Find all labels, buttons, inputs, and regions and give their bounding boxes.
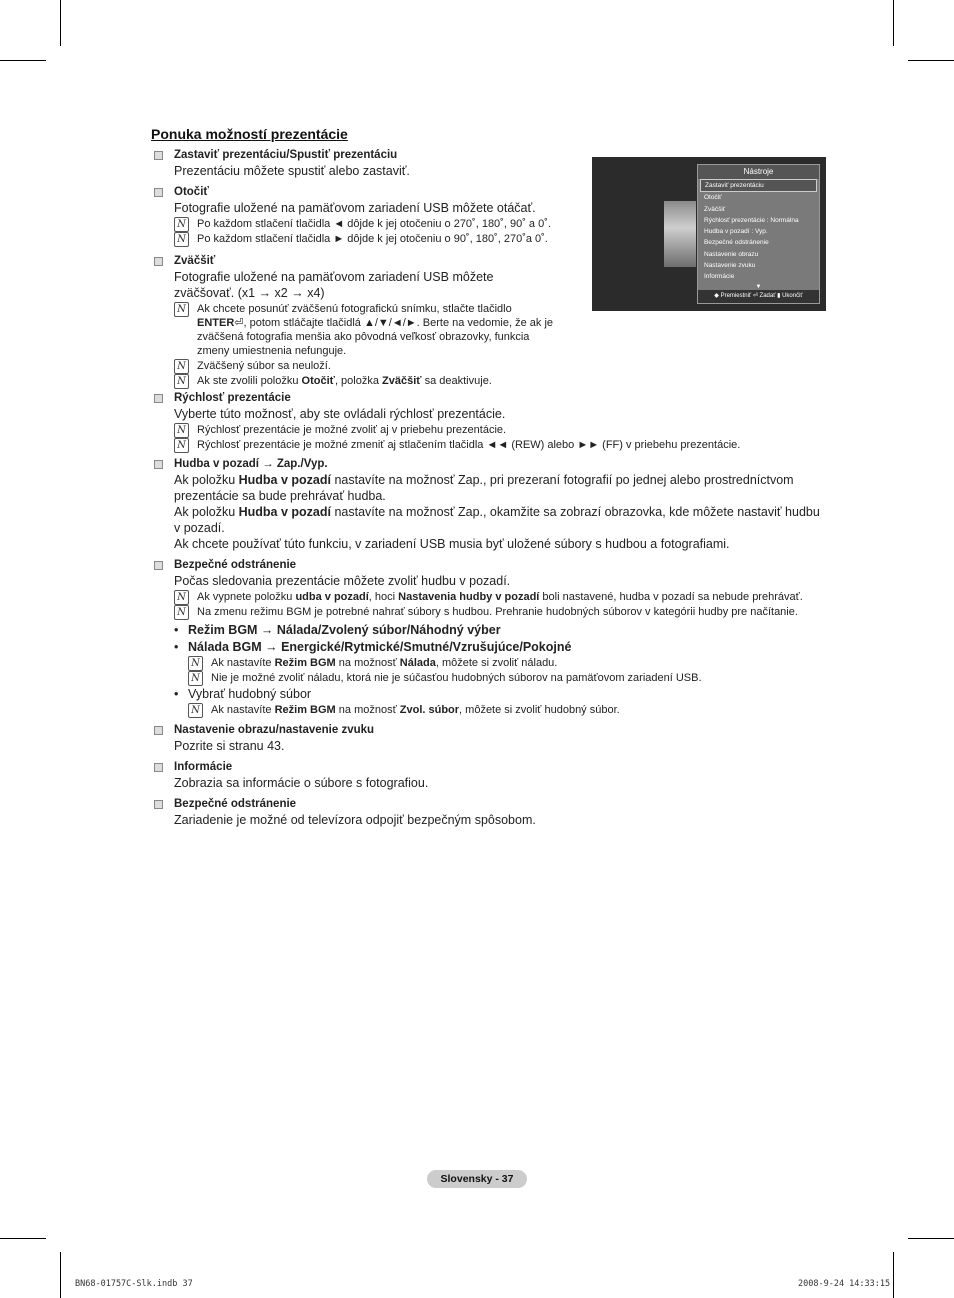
crop-mark bbox=[908, 1238, 954, 1239]
enter-icon: ⏎ bbox=[234, 317, 244, 329]
crop-mark bbox=[0, 60, 46, 61]
tools-menu-footer: ◆ Premiestniť ⏎ Zadať ▮ Ukončiť bbox=[698, 290, 819, 303]
crop-mark bbox=[0, 1238, 46, 1239]
note-icon: N bbox=[174, 359, 189, 374]
section-heading: Bezpečné odstránenie bbox=[174, 797, 821, 812]
note-icon: N bbox=[174, 302, 189, 317]
section-heading: Zväčšiť bbox=[174, 254, 821, 269]
section-body: Zariadenie je možné od televízora odpojiť bezpečným spôsobom. bbox=[174, 813, 536, 827]
note-icon: N bbox=[174, 590, 189, 605]
section-heading: Otočiť bbox=[174, 185, 821, 200]
note: N Po každom stlačení tlačidla ► dôjde k jej otočeniu o 90˚, 180˚, 270˚a 0˚. bbox=[174, 232, 821, 246]
crop-mark bbox=[60, 0, 61, 46]
note-icon: N bbox=[174, 438, 189, 453]
note: N Ak vypnete položku udba v pozadí, hoci Nastavenia hudby v pozadí boli nastavené, hudba v pozadí sa nebude prehrávať. bbox=[174, 590, 821, 604]
tools-menu-title: Nástroje bbox=[698, 165, 819, 179]
section-body: Pozrite si stranu 43. bbox=[174, 739, 285, 753]
print-footer-left: BN68-01757C-Slk.indb 37 bbox=[75, 1279, 193, 1289]
page-number-label: Slovensky - 37 bbox=[427, 1170, 527, 1188]
tools-menu-item[interactable]: Rýchlosť prezentácie : Normálna bbox=[704, 216, 799, 224]
section-heading: Hudba v pozadí → Zap./Vyp. bbox=[174, 457, 821, 472]
section-heading: Bezpečné odstránenie bbox=[174, 558, 821, 573]
note-icon: N bbox=[174, 374, 189, 389]
section bbox=[151, 723, 821, 754]
tools-menu-item[interactable]: Bezpečné odstránenie bbox=[704, 239, 769, 247]
print-footer-right: 2008-9-24 14:33:15 bbox=[798, 1279, 891, 1289]
tools-menu-item[interactable]: Hudba v pozadí : Vyp. bbox=[704, 228, 768, 236]
tools-menu-item[interactable]: Nastavenie obrazu bbox=[704, 250, 759, 258]
note: N Ak nastavíte Režim BGM na možnosť Nálada, môžete si zvoliť náladu. bbox=[188, 656, 821, 670]
note: N Na zmenu režimu BGM je potrebné nahrať súbory s hudbou. Prehranie hudobných súborov v kategórii hudby pre načítanie. bbox=[174, 605, 821, 619]
section bbox=[151, 760, 821, 791]
page-content bbox=[151, 126, 821, 828]
section-body: Zobrazia sa informácie o súbore s fotografiou. bbox=[174, 776, 429, 790]
section-heading: Rýchlosť prezentácie bbox=[174, 391, 821, 406]
bullet-item: • Režim BGM → Nálada/Zvolený súbor/Náhodný výber bbox=[174, 622, 821, 638]
note: N Ak ste zvolili položku Otočiť, položka Zväčšiť sa deaktivuje. bbox=[174, 374, 821, 388]
tools-menu-item[interactable]: Zväčšiť bbox=[704, 205, 726, 213]
note: N Rýchlosť prezentácie je možné zmeniť aj stlačením tlačidla ◄◄ (REW) alebo ►► (FF) v priebehu prezentácie. bbox=[174, 438, 821, 452]
section bbox=[151, 185, 821, 246]
section-heading: Informácie bbox=[174, 760, 821, 775]
bullet-item: • Nálada BGM → Energické/Rytmické/Smutné/Vzrušujúce/Pokojné N Ak nastavíte Režim BGM na možnosť Nálada, môžete si zvoliť náladu. N Nie je možné zvoliť náladu, ktorá nie je súčasťou hudobných súborov na pamäťovom zariadení USB. bbox=[174, 639, 821, 685]
note: N Ak chcete posunúť zväčšenú fotografickú snímku, stlačte tlačidlo ENTER⏎, potom stláčajte tlačidlá ▲/▼/◄/►. Berte na vedomie, že ak je zväčšená fotografia menšia ako pôvodná veľkosť obrazovky, funkcia zmeny umiestnenia nefunguje. bbox=[174, 302, 557, 358]
note-icon: N bbox=[188, 703, 203, 718]
section-body: Počas sledovania prezentácie môžete zvoliť hudbu v pozadí. bbox=[174, 574, 511, 588]
crop-mark bbox=[893, 1252, 894, 1298]
section bbox=[151, 391, 821, 452]
note-icon: N bbox=[188, 671, 203, 686]
note: N Nie je možné zvoliť náladu, ktorá nie je súčasťou hudobných súborov na pamäťovom zariadení USB. bbox=[188, 671, 821, 685]
note: N Zväčšený súbor sa neuloží. bbox=[174, 359, 821, 373]
tools-menu-item[interactable]: Nastavenie zvuku bbox=[704, 262, 756, 270]
note: N Rýchlosť prezentácie je možné zvoliť aj v priebehu prezentácie. bbox=[174, 423, 821, 437]
section-body: Fotografie uložené na pamäťovom zariadení USB môžete zväčšovať. (x1 → x2 → x4) bbox=[174, 270, 494, 300]
section-body: Fotografie uložené na pamäťovom zariadení USB môžete otáčať. bbox=[174, 201, 536, 215]
tools-menu-item[interactable]: Zastaviť prezentáciu bbox=[700, 179, 817, 192]
scroll-down-icon: ▼ bbox=[755, 283, 762, 290]
crop-mark bbox=[908, 60, 954, 61]
section-body: Vyberte túto možnosť, aby ste ovládali rýchlosť prezentácie. bbox=[174, 407, 506, 421]
section-body: Prezentáciu môžete spustiť alebo zastaviť. bbox=[174, 164, 410, 178]
crop-mark bbox=[893, 0, 894, 46]
section-body: Ak chcete používať túto funkciu, v zariadení USB musia byť uložené súbory s hudbou a fotografiami. bbox=[174, 537, 730, 551]
bullet-item: • Vybrať hudobný súbor N Ak nastavíte Režim BGM na možnosť Zvol. súbor, môžete si zvoliť hudobný súbor. bbox=[174, 686, 821, 717]
note-icon: N bbox=[174, 217, 189, 232]
section-body: Ak položku Hudba v pozadí nastavíte na možnosť Zap., okamžite sa zobrazí obrazovka, kde môžete nastaviť hudbu v pozadí. bbox=[174, 505, 820, 535]
note-icon: N bbox=[174, 605, 189, 620]
section bbox=[151, 797, 821, 828]
note: N Po každom stlačení tlačidla ◄ dôjde k jej otočeniu o 270˚, 180˚, 90˚ a 0˚. bbox=[174, 217, 821, 231]
tools-menu-item[interactable]: Otočiť bbox=[704, 194, 722, 202]
section-body: Ak položku Hudba v pozadí nastavíte na možnosť Zap., pri prezeraní fotografií po jednej alebo prostredníctvom prezentácie sa bude prehrávať hudba. bbox=[174, 473, 794, 503]
crop-mark bbox=[60, 1252, 61, 1298]
section-heading: Zastaviť prezentáciu/Spustiť prezentáciu bbox=[174, 148, 821, 163]
tools-menu-item[interactable]: Informácie bbox=[704, 273, 735, 281]
page-title: Ponuka možností prezentácie bbox=[151, 126, 348, 142]
note-icon: N bbox=[174, 232, 189, 247]
section bbox=[151, 457, 821, 552]
section bbox=[151, 558, 821, 717]
note-icon: N bbox=[174, 423, 189, 438]
section-heading: Nastavenie obrazu/nastavenie zvuku bbox=[174, 723, 821, 738]
note-icon: N bbox=[188, 656, 203, 671]
note: N Ak nastavíte Režim BGM na možnosť Zvol. súbor, môžete si zvoliť hudobný súbor. bbox=[188, 703, 821, 717]
section bbox=[151, 148, 821, 179]
section bbox=[151, 254, 821, 388]
